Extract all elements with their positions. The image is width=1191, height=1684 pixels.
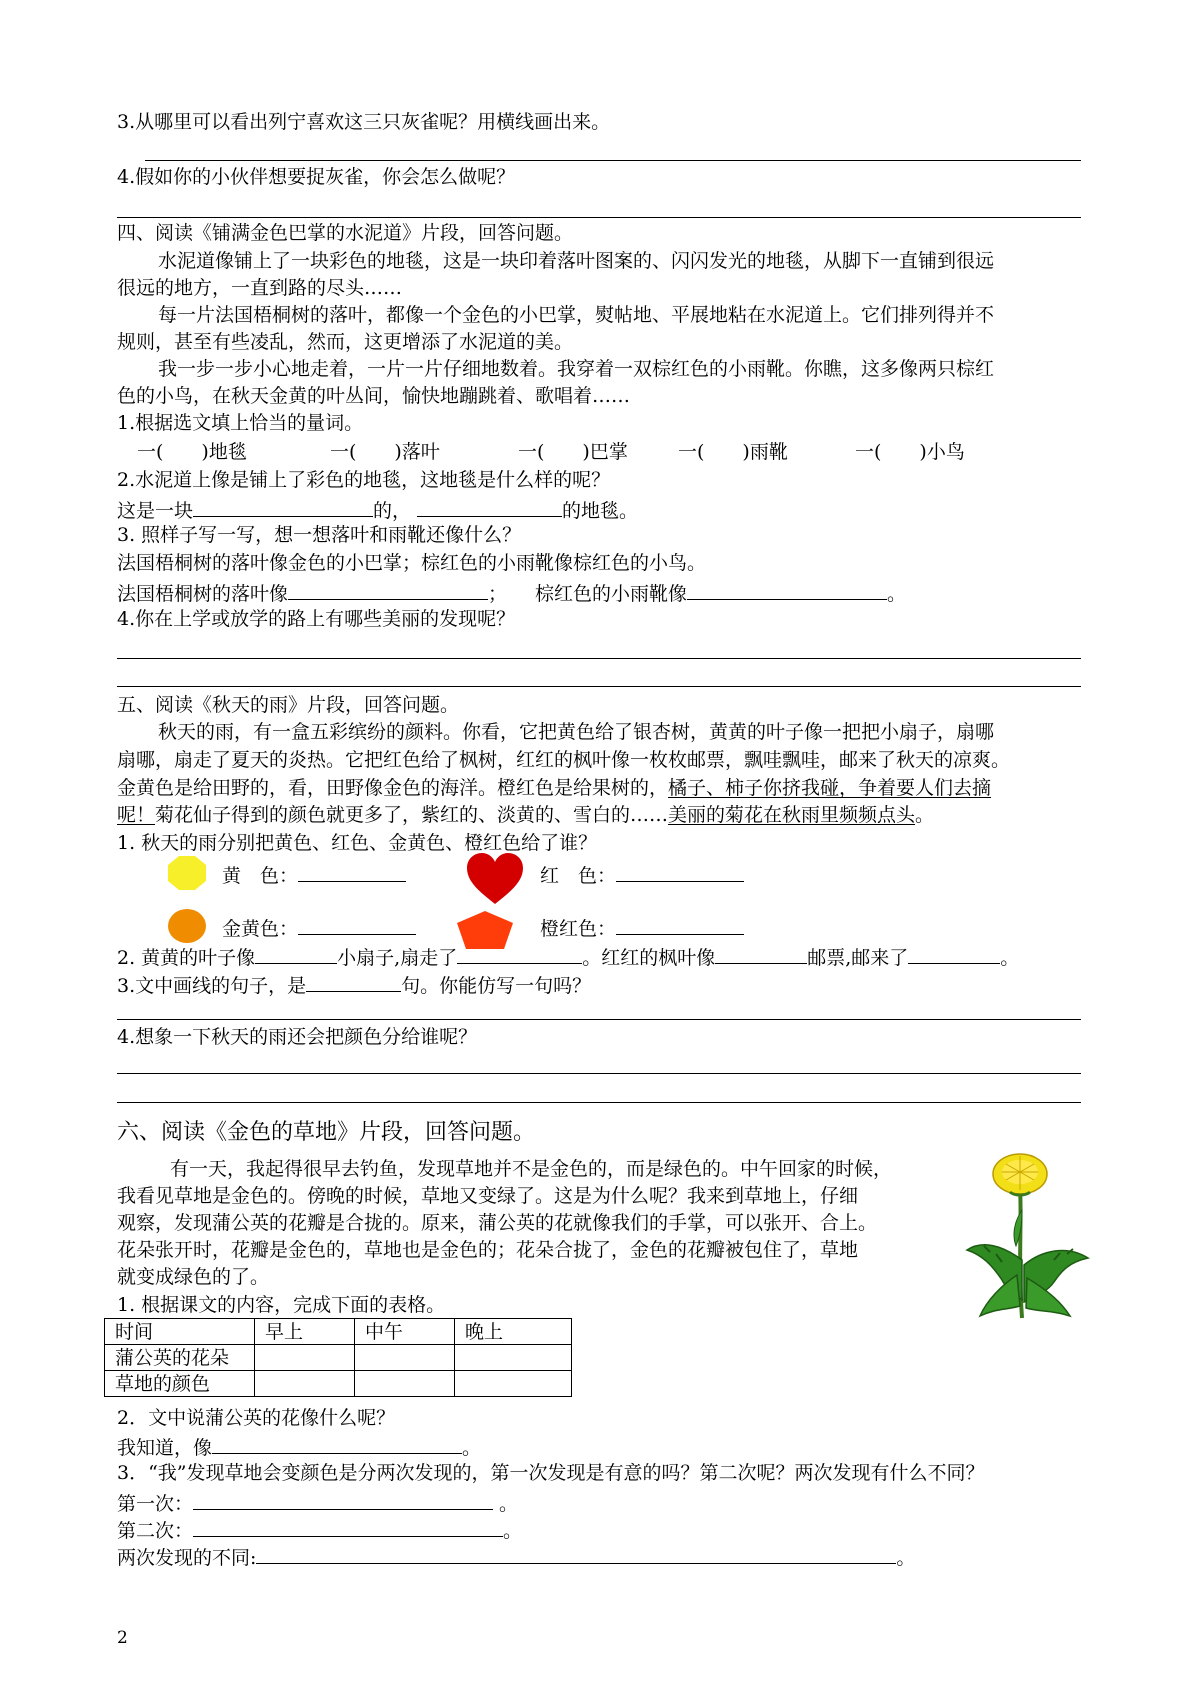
- sec5-q4: 4.想象一下秋天的雨还会把颜色分给谁呢？: [117, 1026, 478, 1048]
- answer-blank[interactable]: [417, 496, 562, 517]
- page-number: 2: [117, 1628, 128, 1648]
- orange-label: 橙红色：: [540, 914, 744, 941]
- answer-blank[interactable]: [193, 1516, 503, 1537]
- answer-blank[interactable]: [457, 943, 582, 964]
- answer-blank[interactable]: [298, 861, 406, 882]
- sec4-q2-answer: 这是一块 的， 的地毯。: [117, 496, 638, 523]
- sec4-q4: 4.你在上学或放学的路上有哪些美丽的发现呢？: [117, 608, 516, 630]
- sec6-second: 第二次： 。: [117, 1516, 522, 1543]
- answer-blank[interactable]: [193, 496, 373, 517]
- sec5-heading: 五、阅读《秋天的雨》片段，回答问题。: [117, 694, 460, 716]
- sec6-first: 第一次： 。: [117, 1489, 518, 1516]
- measure-word-item: 一( )雨靴: [678, 441, 788, 463]
- table-header: 中午: [355, 1319, 455, 1345]
- table-cell[interactable]: [455, 1345, 572, 1371]
- answer-blank[interactable]: [256, 1543, 896, 1564]
- sec4-q1: 1.根据选文填上恰当的量词。: [117, 412, 364, 434]
- yellow-label: 黄 色：: [222, 861, 406, 888]
- sec5-q1: 1. 秋天的雨分别把黄色、红色、金黄色、橙红色给了谁？: [117, 832, 598, 854]
- sec6-p2: 我看见草地是金色的。傍晚的时候，草地又变绿了。这是为什么呢？我来到草地上，仔细: [117, 1185, 859, 1207]
- sec6-heading: 六、阅读《金色的草地》片段，回答问题。: [117, 1120, 536, 1145]
- answer-line: [117, 658, 1081, 659]
- answer-blank[interactable]: [616, 914, 744, 935]
- sec5-p4: 呢！菊花仙子得到的颜色就更多了，紫红的、淡黄的、雪白的……美丽的菊花在秋雨里频频点头。: [117, 804, 935, 826]
- table-row: [105, 1371, 572, 1397]
- yellow-octagon-icon: [167, 855, 207, 891]
- sec4-p1a: 水泥道像铺上了一块彩色的地毯，这是一块印着落叶图案的、闪闪发光的地毯，从脚下一直铺到很远: [158, 250, 995, 272]
- table-row: [105, 1345, 572, 1371]
- table-cell[interactable]: [455, 1371, 572, 1397]
- red-heart-icon: [466, 852, 524, 906]
- sec3-q4: 4.假如你的小伙伴想要捉灰雀，你会怎么做呢？: [117, 166, 516, 188]
- answer-blank[interactable]: [306, 971, 401, 992]
- answer-blank[interactable]: [715, 943, 807, 964]
- sec6-q2: 2．文中说蒲公英的花像什么呢？: [117, 1407, 396, 1429]
- answer-line: [117, 1073, 1081, 1074]
- table-cell[interactable]: [255, 1371, 355, 1397]
- table-header: 时间: [105, 1319, 255, 1345]
- sec4-q3-answer: 法国梧桐树的落叶像 ； 棕红色的小雨靴像 。: [117, 579, 906, 606]
- answer-line: [117, 1019, 1081, 1020]
- gold-label: 金黄色：: [222, 914, 416, 941]
- sec6-p4: 花朵张开时，花瓣是金色的，草地也是金色的；花朵合拢了，金色的花瓣被包住了，草地: [117, 1239, 859, 1261]
- table-cell: 草地的颜色: [105, 1371, 255, 1397]
- sec5-q2: 2. 黄黄的叶子像 小扇子,扇走了 。红红的枫叶像 邮票,邮来了 。: [117, 943, 1019, 970]
- underlined-sentence: 橘子、柿子你挤我碰，争着要人们去摘: [668, 777, 992, 799]
- sec4-q2: 2.水泥道上像是铺上了彩色的地毯，这地毯是什么样的呢？: [117, 469, 611, 491]
- sec4-q3: 3. 照样子写一写，想一想落叶和雨靴还像什么？: [117, 524, 522, 546]
- gold-circle-icon: [167, 908, 207, 944]
- table-cell[interactable]: [255, 1345, 355, 1371]
- sec5-q3: 3.文中画线的句子，是 句。你能仿写一句吗？: [117, 971, 591, 998]
- answer-blank[interactable]: [908, 943, 1000, 964]
- sec6-q1: 1. 根据课文的内容，完成下面的表格。: [117, 1294, 446, 1316]
- sec4-p2a: 每一片法国梧桐树的落叶，都像一个金色的小巴掌，熨帖地、平展地粘在水泥道上。它们排列得并不: [158, 304, 995, 326]
- sec4-p2b: 规则，甚至有些凌乱，然而，这更增添了水泥道的美。: [117, 331, 574, 353]
- table-cell[interactable]: [355, 1345, 455, 1371]
- answer-blank[interactable]: [255, 943, 337, 964]
- table-header: 早上: [255, 1319, 355, 1345]
- measure-word-item: 一( )地毯: [137, 441, 247, 463]
- answer-blank[interactable]: [616, 861, 744, 882]
- sec4-q3-example: 法国梧桐树的落叶像金色的小巴掌；棕红色的小雨靴像棕红色的小鸟。: [117, 552, 707, 574]
- sec6-diff: 两次发现的不同: 。: [117, 1543, 915, 1570]
- dandelion-illustration: [962, 1150, 1092, 1320]
- table-header: 晚上: [455, 1319, 572, 1345]
- dandelion-table: [104, 1318, 572, 1397]
- answer-blank[interactable]: [212, 1433, 462, 1454]
- sec5-p3: 金黄色是给田野的，看，田野像金色的海洋。橙红色是给果树的，橘子、柿子你挤我碰，争着要人们去摘: [117, 777, 992, 799]
- sec5-p1: 秋天的雨，有一盒五彩缤纷的颜料。你看，它把黄色给了银杏树，黄黄的叶子像一把把小扇子，扇哪: [158, 721, 995, 743]
- measure-word-item: 一( )落叶: [330, 441, 440, 463]
- answer-line: [145, 160, 1081, 161]
- measure-word-item: 一( )小鸟: [855, 441, 965, 463]
- sec4-heading: 四、阅读《铺满金色巴掌的水泥道》片段，回答问题。: [117, 222, 574, 244]
- answer-blank[interactable]: [193, 1489, 493, 1510]
- sec3-q3: 3.从哪里可以看出列宁喜欢这三只灰雀呢？用横线画出来。: [117, 111, 611, 133]
- table-cell: 蒲公英的花朵: [105, 1345, 255, 1371]
- red-label: 红 色：: [540, 861, 744, 888]
- underlined-sentence: 美丽的菊花在秋雨里频频点头: [668, 804, 916, 826]
- sec4-p3a: 我一步一步小心地走着，一片一片仔细地数着。我穿着一双棕红色的小雨靴。你瞧，这多像两只棕红: [158, 358, 995, 380]
- sec6-p5: 就变成绿色的了。: [117, 1266, 270, 1288]
- table-cell[interactable]: [355, 1371, 455, 1397]
- measure-word-item: 一( )巴掌: [518, 441, 628, 463]
- answer-blank[interactable]: [298, 914, 416, 935]
- answer-line: [117, 686, 1081, 687]
- answer-line: [117, 1102, 1081, 1103]
- answer-blank[interactable]: [687, 579, 887, 600]
- sec5-p2: 扇哪，扇走了夏天的炎热。它把红色给了枫树，红红的枫叶像一枚枚邮票，飘哇飘哇，邮来了秋天的凉爽。: [117, 749, 1011, 771]
- sec6-p1: 有一天，我起得很早去钓鱼，发现草地并不是金色的，而是绿色的。中午回家的时候，: [170, 1158, 893, 1180]
- answer-blank[interactable]: [288, 579, 488, 600]
- sec4-p1b: 很远的地方，一直到路的尽头……: [117, 277, 403, 299]
- sec6-q2-answer: 我知道，像 。: [117, 1433, 481, 1460]
- sec6-p3: 观察，发现蒲公英的花瓣是合拢的。原来，蒲公英的花就像我们的手掌，可以张开、合上。: [117, 1212, 878, 1234]
- sec6-q3: 3．“我”发现草地会变颜色是分两次发现的，第一次发现是有意的吗？第二次呢？两次发现有什么不同？: [117, 1462, 985, 1484]
- sec4-p3b: 色的小鸟，在秋天金黄的叶丛间，愉快地蹦跳着、歌唱着……: [117, 385, 631, 407]
- answer-line: [117, 217, 1081, 218]
